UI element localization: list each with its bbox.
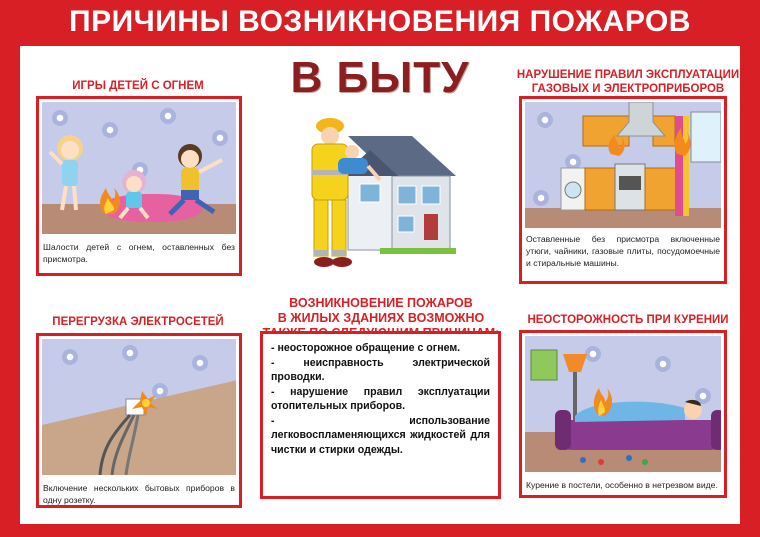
subtitle: В БЫТУ — [290, 53, 470, 102]
overload-figures — [42, 339, 236, 475]
list-item: - использование легковоспламеняющихся жидкостей для чистки и стирки одежды. — [271, 414, 490, 456]
overload-caption: Включение нескольких бытовых приборов в одну розетку. — [43, 483, 235, 505]
smoking-panel — [519, 330, 727, 498]
firefighter-house-illustration — [286, 110, 466, 280]
gas-panel — [519, 96, 727, 284]
kitchen-figures — [525, 102, 721, 228]
list-item: - нарушение правил эксплуатации отопительных приборов. — [271, 385, 490, 412]
children-caption: Шалости детей с огнем, оставленных без присмотра. — [43, 242, 235, 264]
children-heading: ИГРЫ ДЕТЕЙ С ОГНЕМ — [72, 80, 204, 92]
smoking-caption: Курение в постели, особенно в нетрезвом виде. — [526, 480, 718, 490]
overload-illustration — [42, 339, 236, 475]
smoking-figures — [525, 336, 721, 472]
causes-list — [271, 341, 490, 457]
causes-list-box — [260, 331, 501, 499]
fire-icon — [100, 188, 120, 214]
overload-panel — [36, 333, 242, 508]
children-illustration — [42, 102, 236, 234]
gas-heading: НАРУШЕНИЕ ПРАВИЛ ЭКСПЛУАТАЦИИ ГАЗОВЫХ И ЭЛЕКТРОПРИБОРОВ — [516, 69, 740, 95]
children-panel — [36, 96, 242, 276]
smoking-illustration — [525, 336, 721, 472]
list-item: - неисправность электрической проводки. — [271, 356, 490, 383]
kitchen-illustration — [525, 102, 721, 228]
girl-middle — [120, 170, 148, 218]
children-figures — [42, 102, 236, 234]
boy-right — [170, 144, 222, 214]
smoking-heading: НЕОСТОРОЖНОСТЬ ПРИ КУРЕНИИ — [527, 314, 729, 326]
center-heading: ВОЗНИКНОВЕНИЕ ПОЖАРОВ В ЖИЛЫХ ЗДАНИЯХ ВОЗМОЖНО — [277, 296, 485, 325]
girl-left — [50, 135, 83, 210]
overload-heading: ПЕРЕГРУЗКА ЭЛЕКТРОСЕТЕЙ — [52, 316, 224, 328]
list-item: - неосторожное обращение с огнем. — [271, 342, 461, 354]
house — [342, 136, 456, 254]
gas-caption: Оставленные без присмотра включенные утюги, чайники, газовые плиты, посудомоечные и стиральные машины. — [526, 234, 720, 268]
main-title: ПРИЧИНЫ ВОЗНИКНОВЕНИЯ ПОЖАРОВ — [69, 5, 691, 38]
